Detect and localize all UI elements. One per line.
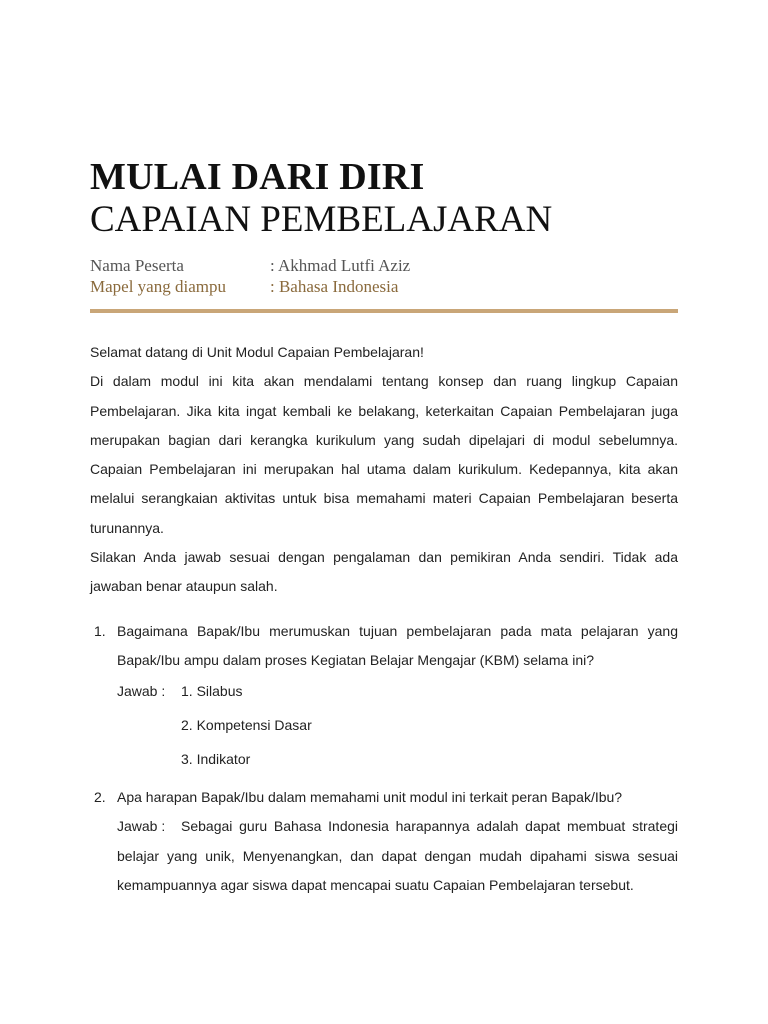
participant-name-label: Nama Peserta [90, 256, 184, 275]
intro-greeting: Selamat datang di Unit Modul Capaian Pembelajaran! [90, 344, 424, 360]
question-2-answer [117, 812, 678, 900]
header-divider [90, 309, 678, 313]
intro-paragraph: Di dalam modul ini kita akan mendalami tentang konsep dan ruang lingkup Capaian Pembelajaran. Jika kita ingat kembali ke belakang, keterkaitan Capaian Pembelajaran juga merupakan bagian dari kerangka kurikulum yang sudah dipelajari di modul sebelumnya. Capaian Pembelajaran ini merupakan hal utama dalam kurikulum. Kedepannya, kita akan melalui serangkaian aktivitas untuk bisa memahami materi Capaian Pembelajaran beserta turunannya. [90, 373, 678, 536]
page-title: MULAI DARI DIRI [90, 156, 425, 198]
question-2-number: 2. [94, 789, 106, 805]
intro-instruction: Silakan Anda jawab sesuai dengan pengalaman dan pemikiran Anda sendiri. Tidak ada jawaban benar ataupun salah. [90, 549, 678, 595]
answer-item: 3. Indikator [181, 751, 251, 767]
intro-section [90, 338, 678, 602]
subject-label: Mapel yang diampu [90, 277, 226, 296]
question-2-text: Apa harapan Bapak/Ibu dalam memahami unit modul ini terkait peran Bapak/Ibu? [117, 789, 623, 805]
answer-item: 2. Kompetensi Dasar [181, 717, 312, 733]
question-1 [90, 617, 678, 767]
question-1-number: 1. [94, 623, 106, 639]
subject-value: : Bahasa Indonesia [270, 277, 399, 296]
question-2-answer-text: Sebagai guru Bahasa Indonesia harapannya adalah dapat membuat strategi belajar yang unik, Menyenangkan, dan dapat dengan mudah dipahami siswa sesuai kemampuannya agar siswa dapat mencapai suatu Capaian Pembelajaran tersebut. [117, 818, 678, 893]
answer-item: 1. Silabus [181, 683, 243, 699]
participant-name-value: : Akhmad Lutfi Aziz [270, 256, 411, 275]
question-1-answer-label: Jawab : [117, 683, 166, 699]
question-1-text: Bagaimana Bapak/Ibu merumuskan tujuan pembelajaran pada mata pelajaran yang Bapak/Ibu ampu dalam proses Kegiatan Belajar Mengajar (KBM) selama ini? [117, 623, 678, 669]
page-subtitle: CAPAIAN PEMBELAJARAN [90, 199, 553, 240]
question-2-answer-label: Jawab : [117, 818, 166, 835]
question-2 [90, 783, 678, 900]
